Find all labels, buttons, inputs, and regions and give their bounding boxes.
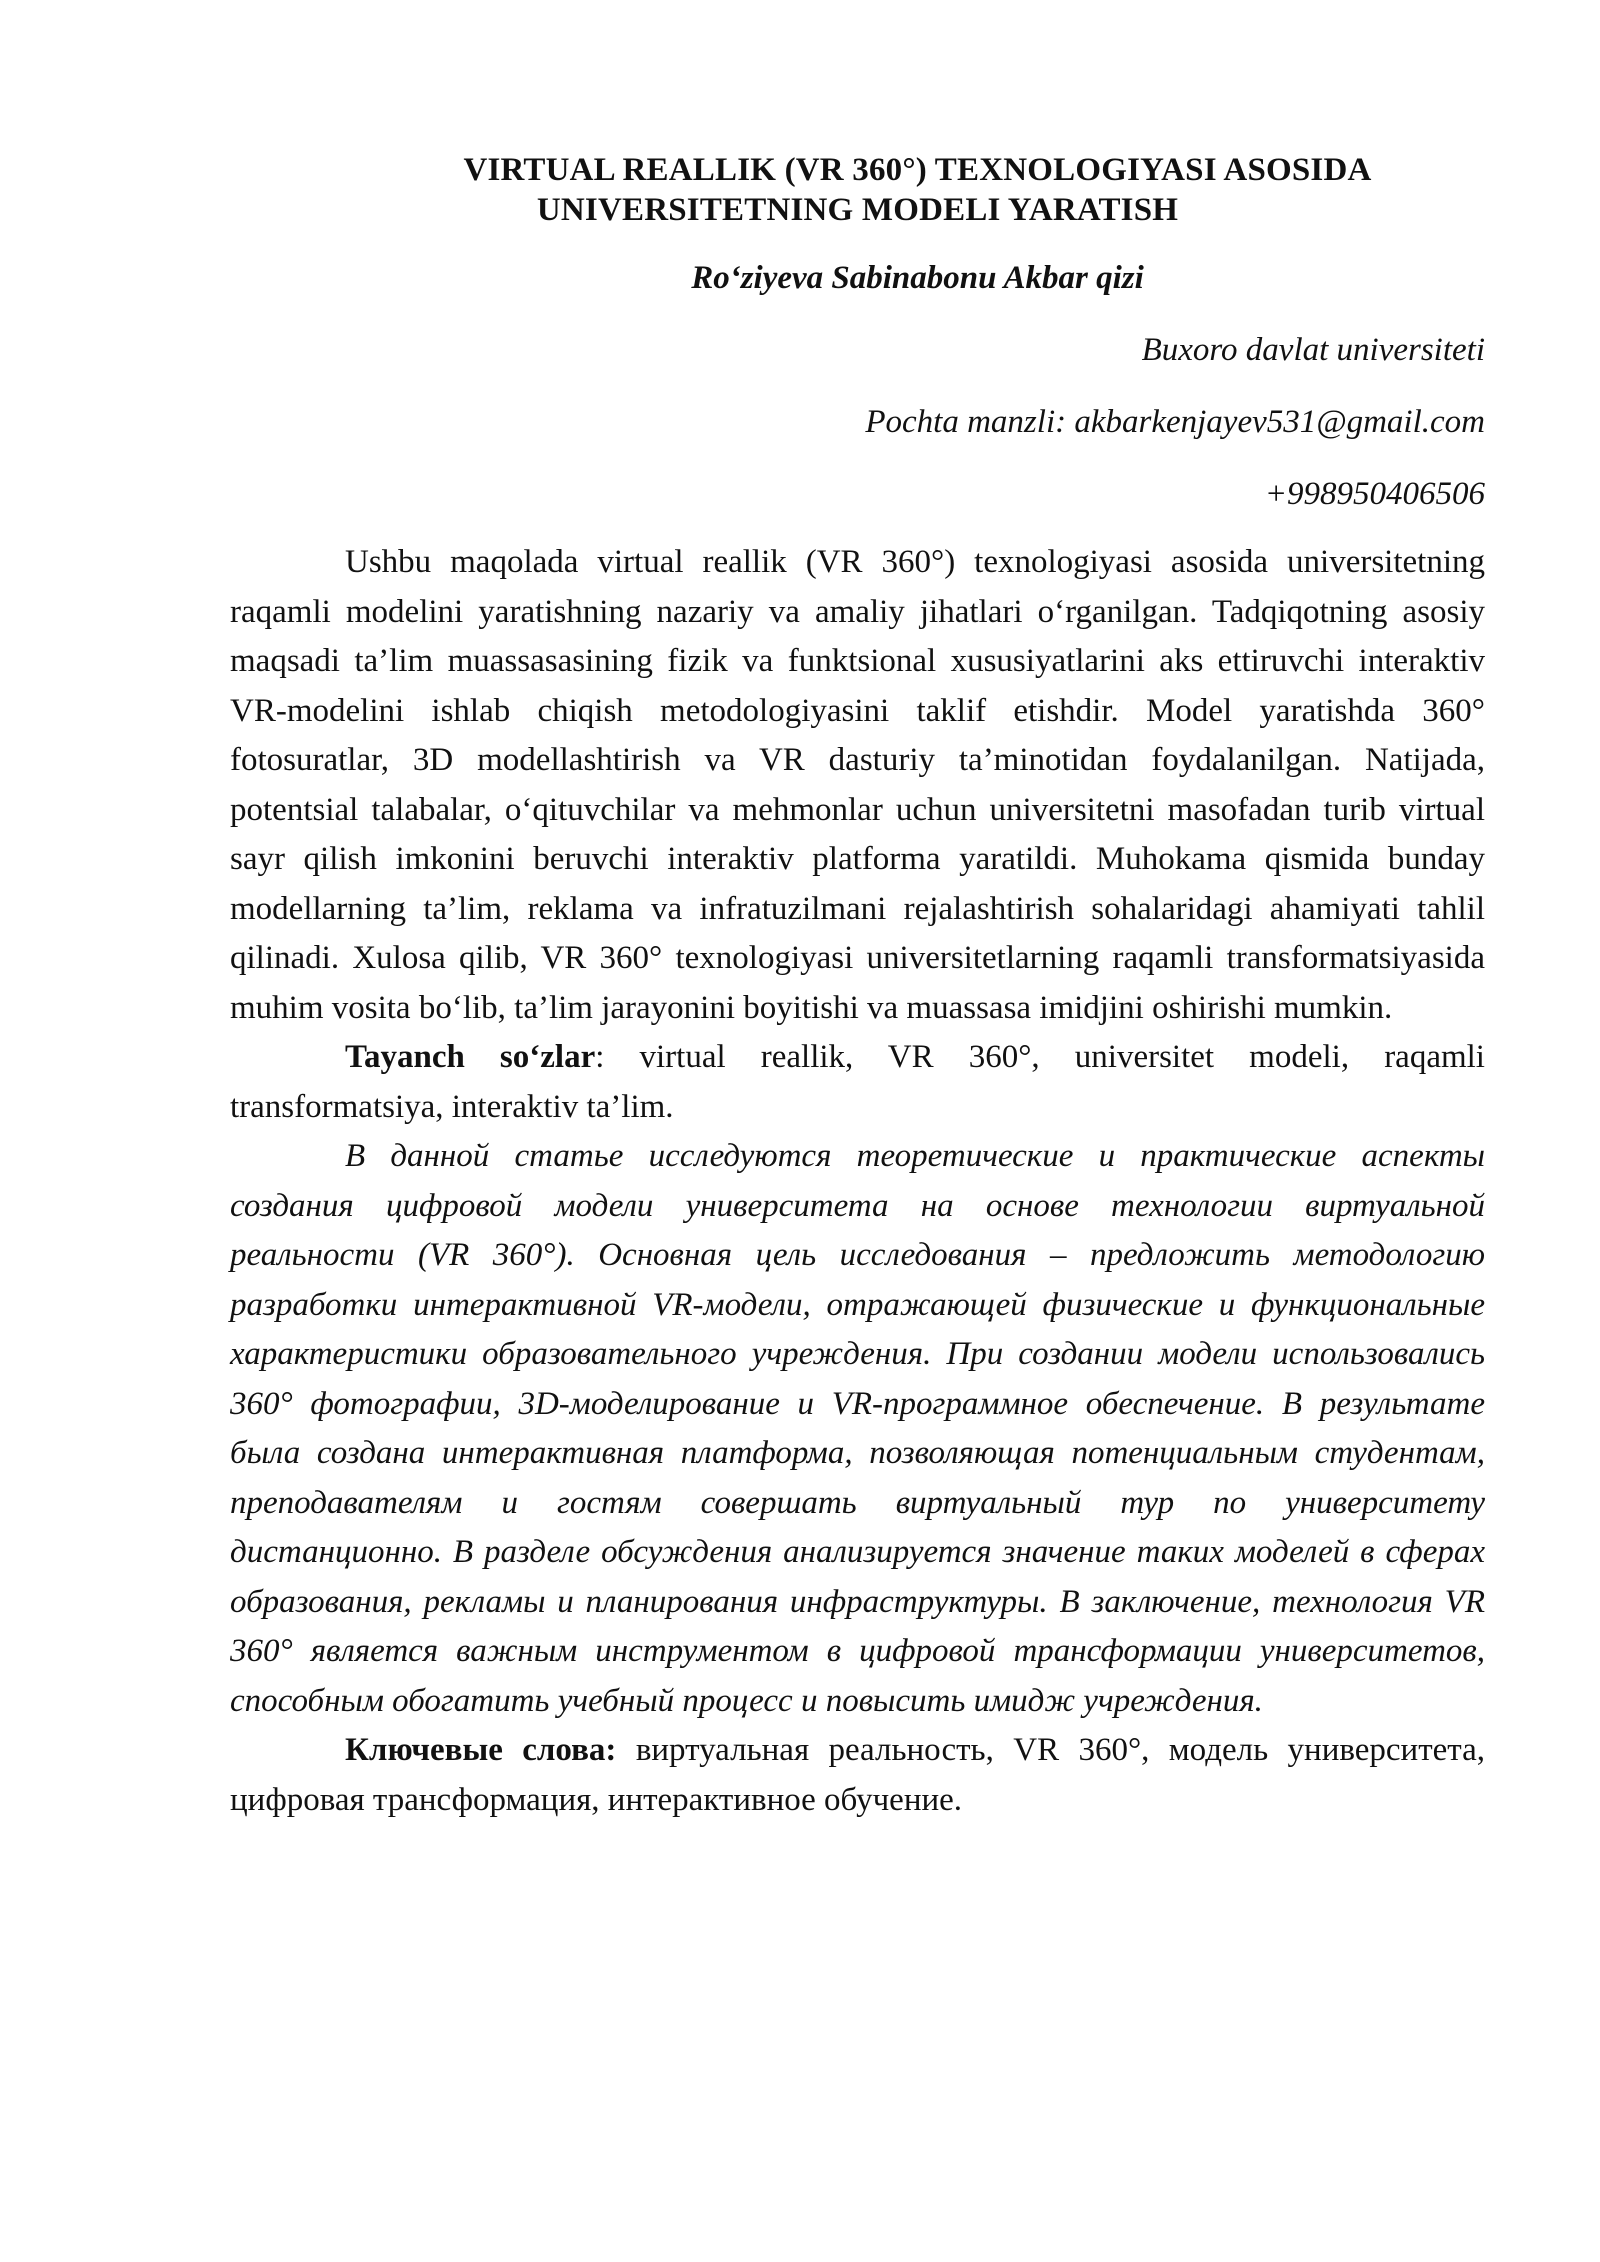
author-email: Pochta manzli: akbarkenjayev531@gmail.com [865, 404, 1485, 440]
abstract-russian: В данной статье исследуются теоретические и практические аспекты создания цифровой модели университета на основе технологии виртуальной реальности (VR 360°). Основная цель исследования – предложить методологию разработки интерактивной VR-модели, отражающей физические и функциональные характеристики образовательного учреждения. При создании модели использовались 360° фотографии, 3D-моделирование и VR-программное обеспечение. В результате была создана интерактивная платформа, позволяющая потенциальным студентам, преподавателям и гостям совершать виртуальный тур по университету дистанционно. В разделе обсуждения анализируется значение таких моделей в сферах образования, рекламы и планирования инфраструктуры. В заключение, технология VR 360° является важным инструментом в цифровой трансформации университетов, способным обогатить учебный процесс и повысить имидж учреждения. [230, 1138, 1485, 1719]
article-title [230, 150, 1485, 230]
abstract-uzbek: Ushbu maqolada virtual reallik (VR 360°) texnologiyasi asosida universitetning raqamli modelini yaratishning nazariy va amaliy jihatlari o‘rganilgan. Tadqiqotning asosiy maqsadi ta’lim muassasasining fizik va funktsional xususiyatlarini aks ettiruvchi interaktiv VR-modelini ishlab chiqish metodologiyasini taklif etishdir. Model yaratishda 360° fotosuratlar, 3D modellashtirish va VR dasturiy ta’minotidan foydalanilgan. Natijada, potentsial talabalar, o‘qituvchilar va mehmonlar uchun universitetni masofadan turib virtual sayr qilish imkonini beruvchi interaktiv platforma yaratildi. Muhokama qismida bunday modellarning ta’lim, reklama va infratuzilmani rejalashtirish sohalaridagi ahamiyati tahlil qilinadi. Xulosa qilib, VR 360° texnologiyasi universitetlarning raqamli transformatsiyasida muhim vosita bo‘lib, ta’lim jarayonini boyitishi va muassasa imidjini oshirishi mumkin. [230, 544, 1485, 1026]
title-line-1: VIRTUAL REALLIK (VR 360°) TEXNOLOGIYASI ASOSIDA [463, 152, 1372, 188]
author-affiliation: Buxoro davlat universiteti [1141, 332, 1485, 368]
article-body [230, 150, 1485, 1825]
title-line-2: UNIVERSITETNING MODELI YARATISH [536, 192, 1179, 228]
keywords-uzbek-text: : virtual reallik, VR 360°, universitet modeli, raqamli transformatsiya, interaktiv ta’lim. [230, 1039, 1485, 1125]
author-phone: +998950406506 [1264, 476, 1485, 512]
author-name: Ro‘ziyeva Sabinabonu Akbar qizi [691, 260, 1144, 296]
keywords-uzbek-label: Tayanch so‘zlar [345, 1039, 596, 1075]
keywords-russian-label: Ключевые слова: [345, 1732, 617, 1768]
keywords-uzbek [230, 1033, 1485, 1132]
keywords-russian-text: виртуальная реальность, VR 360°, модель университета, цифровая трансформация, интерактивное обучение. [230, 1732, 1486, 1818]
keywords-russian [230, 1726, 1485, 1825]
